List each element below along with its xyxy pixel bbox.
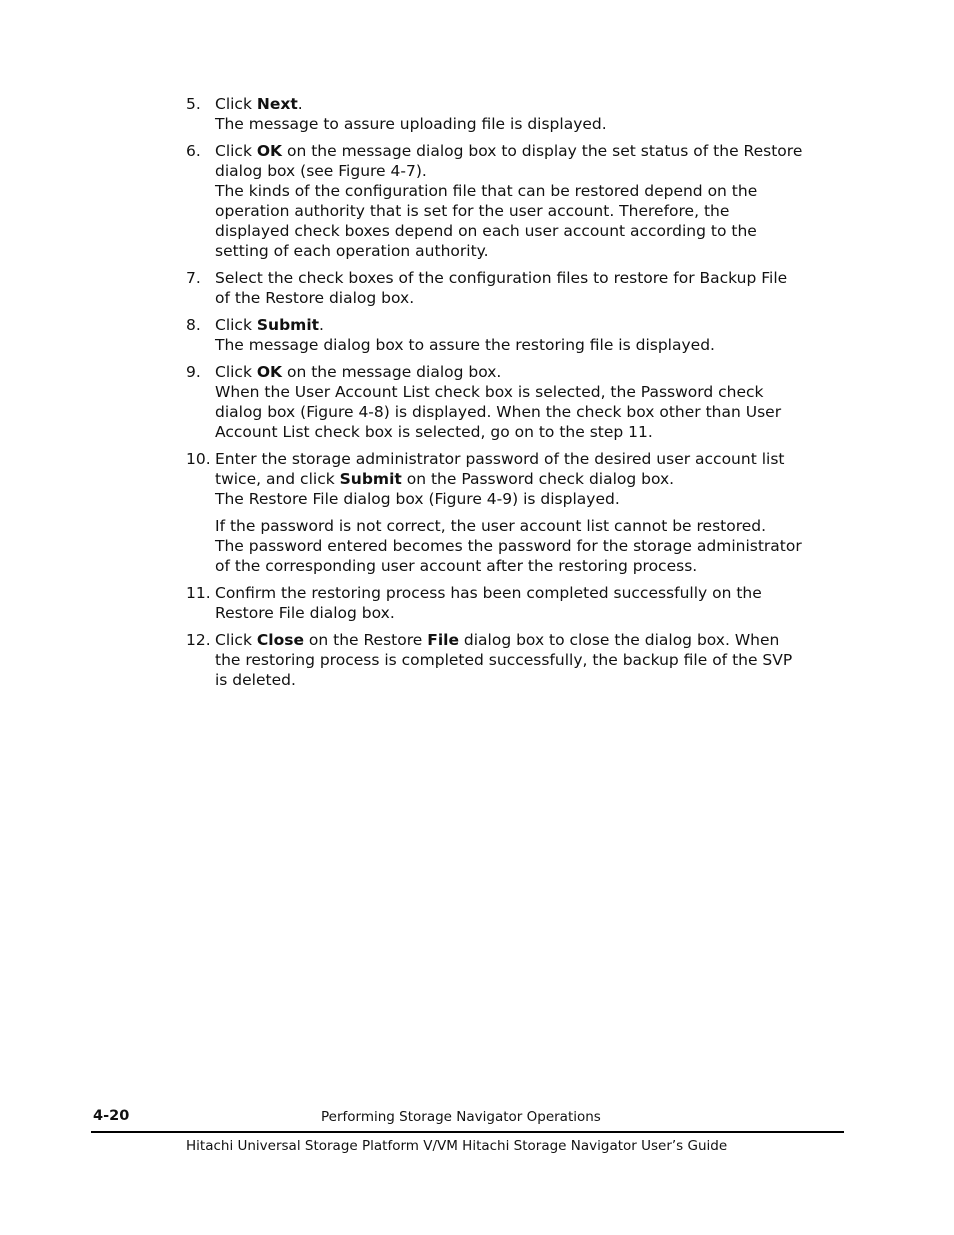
text-segment: the restoring process is completed successfully, the backup file of the SVP [215,651,793,669]
text-line [215,201,846,221]
text-line [215,630,846,650]
text-line [215,469,846,489]
text-segment: Click [215,142,257,160]
step-body [215,630,846,690]
guide-title: Hitachi Universal Storage Platform V/VM Hitachi Storage Navigator User’s Guide [186,1138,728,1154]
step-item [186,583,846,623]
text-segment: of the corresponding user account after the restoring process. [215,557,698,575]
step-number: 10. [186,450,211,468]
step-note [215,516,846,576]
text-segment: displayed check boxes depend on each user account according to the [215,222,757,240]
text-line [215,449,846,469]
ui-term: Close [256,631,304,649]
text-segment: Account List check box is selected, go on to the step 11. [215,423,653,441]
text-segment: setting of each operation authority. [215,242,489,260]
text-segment: Restore File dialog box. [215,604,395,622]
text-segment: Confirm the restoring process has been completed successfully on the [215,584,762,602]
text-segment: on the Password check dialog box. [401,470,675,488]
ui-term: OK [256,363,283,381]
text-line [215,335,846,355]
step-body [215,583,846,623]
text-line [215,382,846,402]
text-segment: . [297,95,303,113]
ui-term: Submit [256,316,320,334]
text-line [215,650,846,670]
text-line [215,516,846,536]
step-body [215,141,846,261]
text-line [215,221,846,241]
text-line [215,556,846,576]
text-segment: When the User Account List check box is selected, the Password check [215,383,764,401]
text-segment: . [319,316,324,334]
text-segment: Click [215,631,257,649]
text-segment: If the password is not correct, the user account list cannot be restored. [215,517,767,535]
footer-divider [91,1131,844,1133]
text-segment: on the message dialog box to display the set status of the Restore [282,142,803,160]
text-segment: operation authority that is set for the user account. Therefore, the [215,202,730,220]
text-line [215,94,846,114]
text-segment: The Restore File dialog box (Figure 4-9) is displayed. [215,490,620,508]
text-line [215,402,846,422]
text-line [215,670,846,690]
step-item [186,362,846,442]
ui-term: Next [256,95,298,113]
step-body [215,315,846,355]
section-title: Performing Storage Navigator Operations [321,1109,601,1125]
step-number: 6. [186,142,201,160]
ui-term: File [427,631,459,649]
step-item [186,449,846,576]
step-number: 9. [186,363,201,381]
text-segment: dialog box to close the dialog box. When [458,631,780,649]
text-segment: on the Restore [303,631,428,649]
step-item [186,94,846,134]
text-segment: dialog box (see Figure 4-7). [215,162,427,180]
text-segment: Click [215,95,257,113]
step-number: 12. [186,631,211,649]
text-segment: on the message dialog box. [282,363,502,381]
text-line [215,241,846,261]
ui-term: OK [256,142,283,160]
text-segment: Select the check boxes of the configuration files to restore for Backup File [215,269,788,287]
text-line [215,161,846,181]
step-item [186,630,846,690]
text-segment: Click [215,316,257,334]
text-line [215,583,846,603]
step-item [186,141,846,261]
text-line [215,288,846,308]
ui-term: Submit [339,470,402,488]
step-item [186,268,846,308]
text-segment: The password entered becomes the password for the storage administrator [215,537,802,555]
step-number: 11. [186,584,211,602]
procedure-steps-list [186,94,846,697]
step-body [215,268,846,308]
text-segment: Enter the storage administrator password of the desired user account list [215,450,785,468]
text-line [215,536,846,556]
text-line [215,362,846,382]
text-line [215,181,846,201]
text-segment: of the Restore dialog box. [215,289,415,307]
step-item [186,315,846,355]
text-segment: The kinds of the configuration file that can be restored depend on the [215,182,758,200]
text-segment: The message to assure uploading file is displayed. [215,115,607,133]
text-line [215,422,846,442]
text-segment: twice, and click [215,470,340,488]
step-body [215,449,846,509]
page-number: 4-20 [93,1108,130,1124]
text-line [215,603,846,623]
step-body [215,362,846,442]
step-number: 5. [186,95,201,113]
text-segment: is deleted. [215,671,296,689]
text-segment: The message dialog box to assure the restoring file is displayed. [215,336,715,354]
step-body [215,94,846,134]
text-line [215,268,846,288]
step-number: 7. [186,269,201,287]
text-line [215,114,846,134]
text-line [215,141,846,161]
text-segment: dialog box (Figure 4-8) is displayed. When the check box other than User [215,403,782,421]
text-segment: Click [215,363,257,381]
text-line [215,489,846,509]
step-number: 8. [186,316,201,334]
text-line [215,315,846,335]
